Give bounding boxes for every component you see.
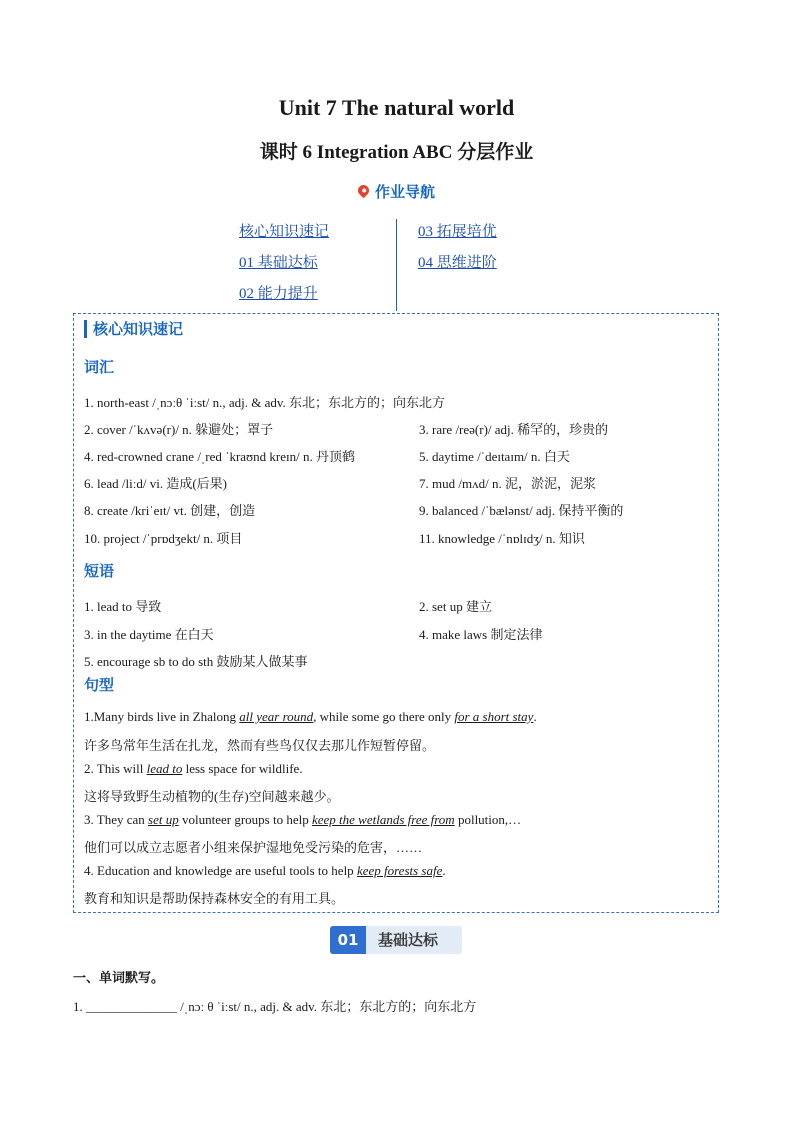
- nav-link-04[interactable]: 04 思维进阶: [418, 255, 497, 271]
- sentence-en: 2. This will lead to less space for wildlife.: [84, 761, 303, 776]
- vocab-item: 5. daytime /ˈdeɪtaɪm/ n. 白天: [419, 449, 570, 464]
- vocab-heading: 词汇: [84, 358, 115, 376]
- vocab-item: 10. project /ˈprɒdʒekt/ n. 项目: [84, 531, 243, 546]
- phrase-heading: 短语: [84, 562, 115, 580]
- sentence-cn: 这将导致野生动植物的(生存)空间越来越少。: [84, 789, 340, 804]
- phrase-item: 2. set up 建立: [419, 599, 492, 614]
- nav-link-03[interactable]: 03 拓展培优: [418, 224, 497, 240]
- vocab-item: 9. balanced /ˈbælənst/ adj. 保持平衡的: [419, 503, 624, 518]
- core-heading: 核心知识速记: [84, 320, 183, 338]
- phrase-item: 5. encourage sb to do sth 鼓励某人做某事: [84, 654, 308, 669]
- sentence-en: 1.Many birds live in Zhalong all year round, while some go there only for a short stay.: [84, 709, 537, 724]
- sentence-en: 4. Education and knowledge are useful tools to help keep forests safe.: [84, 863, 446, 878]
- vocab-item: 6. lead /liːd/ vi. 造成(后果): [84, 476, 227, 491]
- vocab-item: 7. mud /mʌd/ n. 泥，淤泥，泥浆: [419, 476, 596, 491]
- nav-heading: 作业导航: [0, 181, 793, 202]
- question-1: 1. ______________ /ˌnɔː θ ˈiːst/ n., adj. & adv. 东北；东北方的；向东北方: [73, 999, 477, 1014]
- section-label: 基础达标: [378, 931, 439, 949]
- phrase-item: 4. make laws 制定法律: [419, 627, 543, 642]
- phrase-item: 3. in the daytime 在白天: [84, 627, 214, 642]
- sentence-cn: 许多鸟常年生活在扎龙，然而有些鸟仅仅去那儿作短暂停留。: [84, 738, 436, 753]
- vocab-item: 4. red-crowned crane /ˌred ˈkraʊnd kreɪn/ n. 丹顶鹤: [84, 449, 356, 464]
- vocab-item: 1. north-east /ˌnɔːθ ˈiːst/ n., adj. & adv. 东北；东北方的；向东北方: [84, 395, 446, 410]
- sentence-heading: 句型: [84, 676, 115, 694]
- sentence-cn: 教育和知识是帮助保持森林安全的有用工具。: [84, 891, 345, 906]
- sentence-cn: 他们可以成立志愿者小组来保护湿地免受污染的危害，……: [84, 840, 423, 855]
- page-title: Unit 7 The natural world: [278, 95, 515, 120]
- page-subtitle: 课时 6 Integration ABC 分层作业: [259, 142, 534, 163]
- section-badge-01: [330, 926, 462, 954]
- vocab-item: 11. knowledge /ˈnɒlɪdʒ/ n. 知识: [419, 531, 585, 546]
- phrase-item: 1. lead to 导致: [84, 599, 162, 614]
- part-heading: 一、单词默写。: [73, 971, 165, 986]
- vocab-item: 8. create /kriˈeɪt/ vt. 创建，创造: [84, 503, 256, 518]
- nav-link-01[interactable]: 01 基础达标: [239, 255, 318, 271]
- section-number: 01: [330, 926, 366, 954]
- sentence-en: 3. They can set up volunteer groups to help keep the wetlands free from pollution,…: [84, 812, 522, 827]
- vocab-item: 2. cover /ˈkʌvə(r)/ n. 躲避处；罩子: [84, 422, 274, 437]
- vocab-item: 3. rare /reə(r)/ adj. 稀罕的，珍贵的: [419, 422, 609, 437]
- location-pin-icon: [356, 183, 372, 199]
- nav-link-core[interactable]: 核心知识速记: [239, 224, 330, 240]
- nav-link-02[interactable]: 02 能力提升: [239, 286, 318, 302]
- nav-divider: [396, 219, 397, 311]
